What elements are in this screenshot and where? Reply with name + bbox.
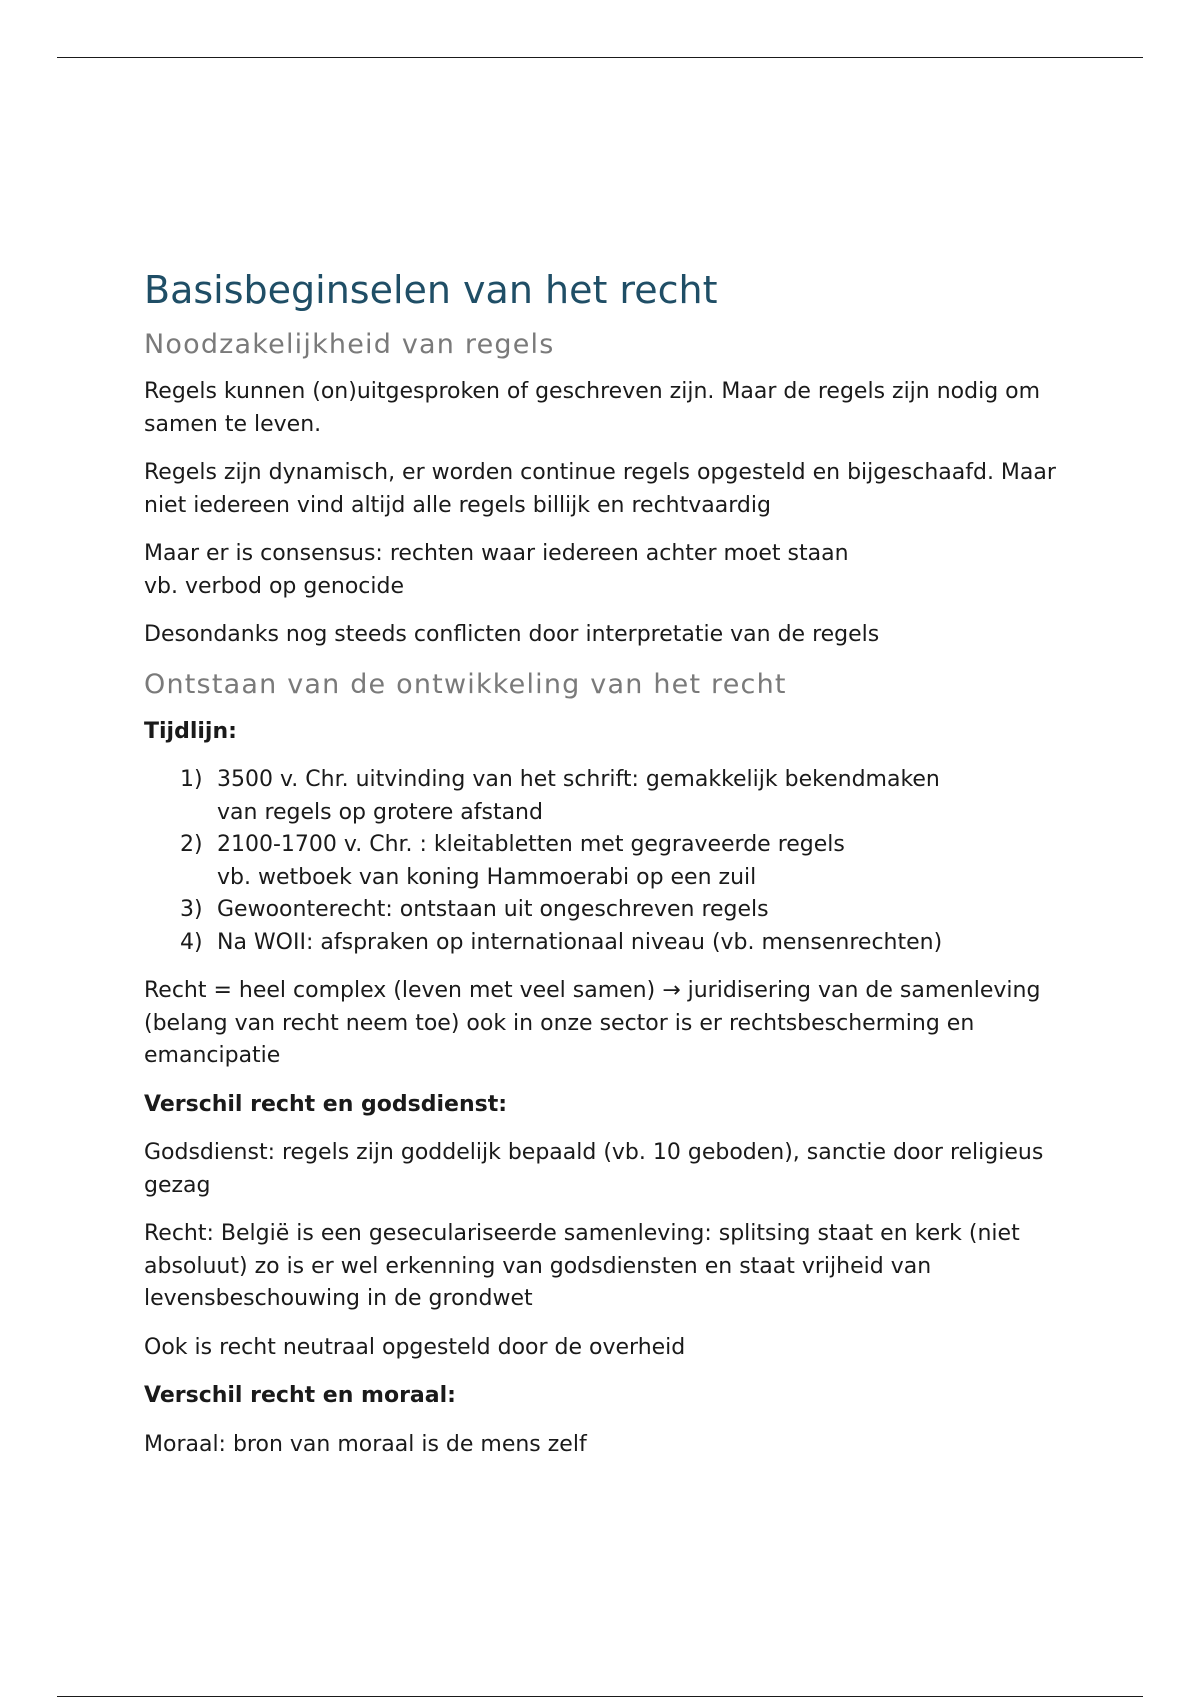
paragraph-consensus [144, 538, 1074, 603]
religion-label: Verschil recht en godsdienst: [144, 1091, 508, 1117]
morality-label: Verschil recht en moraal: [144, 1383, 456, 1408]
header-rule [57, 57, 1143, 58]
paragraph-morality: Moraal: bron van moraal is de mens zelf [144, 1431, 587, 1457]
list-item-text: Gewoonterecht: ontstaan uit ongeschreven regels [217, 897, 769, 922]
list-number: 3) [180, 897, 203, 922]
paragraph-law-belgium: Recht: België is een geseculariseerde samenleving: splitsing staat en kerk (niet absoluut) zo is er wel erkenning van godsdiensten en staat vrijheid van levensbeschouwing in de grondwet [144, 1221, 1020, 1311]
list-item-text: 2100-1700 v. Chr. : kleitabletten met gegraveerde regels [217, 832, 845, 857]
list-item [180, 927, 1074, 960]
footer-rule [57, 1696, 1143, 1697]
section-heading-origin: Ontstaan van de ontwikkeling van het recht [144, 668, 787, 700]
list-number: 1) [180, 767, 203, 792]
list-item-text: Na WOII: afspraken op internationaal niveau (vb. mensenrechten) [217, 929, 943, 955]
paragraph-religion: Godsdienst: regels zijn goddelijk bepaald (vb. 10 geboden), sanctie door religieus gezag [144, 1140, 1044, 1198]
timeline-label: Tijdlijn: [144, 718, 237, 744]
list-item [180, 829, 1074, 894]
page-title: Basisbeginselen van het recht [144, 268, 718, 312]
paragraph-complexity: Recht = heel complex (leven met veel samen) → juridisering van de samenleving (belang van recht neem toe) ook in onze sector is er rechtsbescherming en emancipatie [144, 978, 1041, 1068]
section-heading-rules: Noodzakelijkheid van regels [144, 329, 555, 360]
document-body [144, 266, 1074, 1477]
consensus-example: vb. verbod op genocide [144, 573, 404, 599]
list-item [180, 894, 1074, 927]
timeline-list [144, 764, 1074, 959]
list-item-text-continued: vb. wetboek van koning Hammoerabi op een zuil [217, 864, 757, 890]
paragraph-conflicts: Desondanks nog steeds conflicten door interpretatie van de regels [144, 622, 880, 647]
list-item [180, 764, 1074, 829]
paragraph-neutral: Ook is recht neutraal opgesteld door de overheid [144, 1334, 686, 1360]
list-item-text-continued: van regels op grotere afstand [217, 799, 543, 825]
list-item-text: 3500 v. Chr. uitvinding van het schrift: gemakkelijk bekendmaken [217, 767, 940, 792]
list-number: 4) [180, 929, 203, 955]
paragraph-rules-spoken: Regels kunnen (on)uitgesproken of geschreven zijn. Maar de regels zijn nodig om samen te leven. [144, 379, 1041, 437]
list-number: 2) [180, 832, 203, 857]
paragraph-rules-dynamic: Regels zijn dynamisch, er worden continue regels opgesteld en bijgeschaafd. Maar niet iedereen vind altijd alle regels billijk en rechtvaardig [144, 460, 1056, 518]
consensus-line: Maar er is consensus: rechten waar iedereen achter moet staan [144, 541, 849, 566]
